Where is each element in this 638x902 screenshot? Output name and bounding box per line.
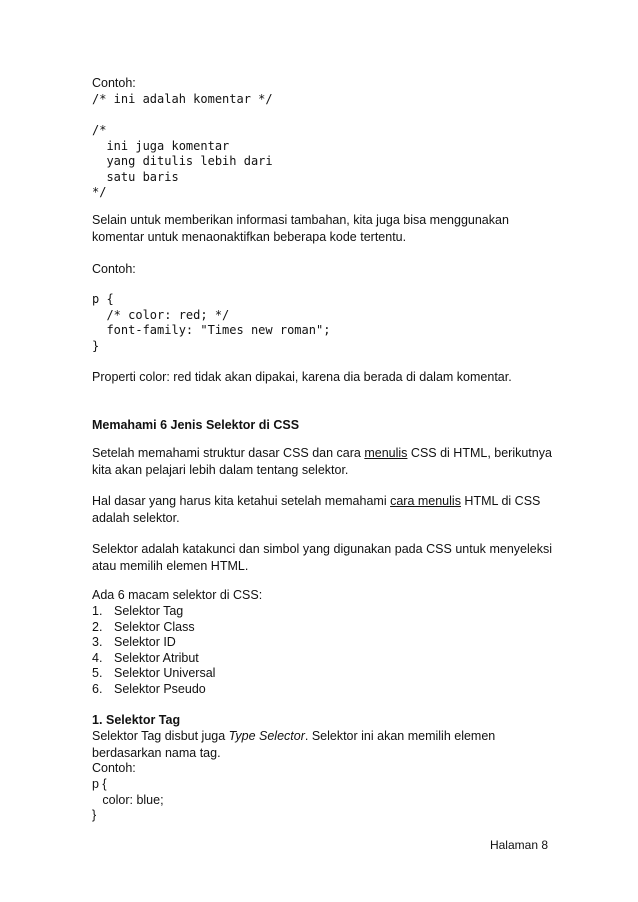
paragraph-basic-selector: Hal dasar yang harus kita ketahui setelah memahami cara menulis HTML di CSS adalah selektor. (92, 494, 541, 525)
list-item-number: 2. (92, 619, 103, 634)
paragraph-selector-definition: Selektor adalah katakunci dan simbol yang digunakan pada CSS untuk menyeleksi atau memilih elemen HTML. (92, 542, 552, 573)
example-label: Contoh: (92, 262, 136, 276)
underlined-text: cara menulis (390, 494, 461, 508)
list-item (92, 620, 392, 636)
list-item (92, 666, 392, 682)
example-label: Contoh: (92, 761, 136, 775)
list-item-label: Selektor Class (114, 619, 195, 634)
paragraph-property-note: Properti color: red tidak akan dipakai, karena dia berada di dalam komentar. (92, 370, 512, 384)
list-item-label: Selektor ID (114, 635, 176, 649)
list-item-label: Selektor Tag (114, 604, 184, 618)
list-item (92, 635, 392, 651)
list-item-label: Selektor Pseudo (114, 681, 206, 696)
subsection-heading: 1. Selektor Tag (92, 713, 181, 727)
code-block-comment: /* ini adalah komentar */ /* ini juga komentar yang ditulis lebih dari satu baris */ (92, 92, 273, 199)
list-item-number: 1. (92, 604, 103, 618)
list-item (92, 604, 392, 620)
list-item (92, 682, 392, 698)
code-block-commented-property: p { /* color: red; */ font-family: "Times new roman"; } (92, 292, 331, 353)
paragraph-after-structure: Setelah memahami struktur dasar CSS dan cara menulis CSS di HTML, berikutnya kita akan pelajari lebih dalam tentang selektor. (92, 446, 552, 477)
example-label: Contoh: (92, 76, 136, 90)
selector-types-list (92, 604, 392, 697)
italic-term: Type Selector (228, 729, 305, 743)
underlined-text: menulis (364, 446, 408, 460)
list-item (92, 651, 392, 667)
paragraph-tag-selector: Selektor Tag disbut juga Type Selector. Selektor ini akan memilih elemen berdasarkan nama tag. (92, 729, 496, 760)
list-item-number: 3. (92, 635, 103, 649)
section-heading: Memahami 6 Jenis Selektor di CSS (92, 418, 300, 432)
list-item-number: 5. (92, 666, 103, 680)
list-item-label: Selektor Universal (114, 666, 216, 680)
paragraph-comment-usage: Selain untuk memberikan informasi tambahan, kita juga bisa menggunakan komentar untuk menaonaktifkan beberapa kode tertentu. (92, 213, 509, 244)
list-intro: Ada 6 macam selektor di CSS: (92, 588, 263, 602)
list-item-label: Selektor Atribut (114, 650, 199, 665)
code-block-tag-selector: p { color: blue; } (92, 777, 164, 822)
list-item-number: 4. (92, 650, 103, 665)
page-number: Halaman 8 (489, 838, 548, 852)
list-item-number: 6. (92, 681, 103, 696)
